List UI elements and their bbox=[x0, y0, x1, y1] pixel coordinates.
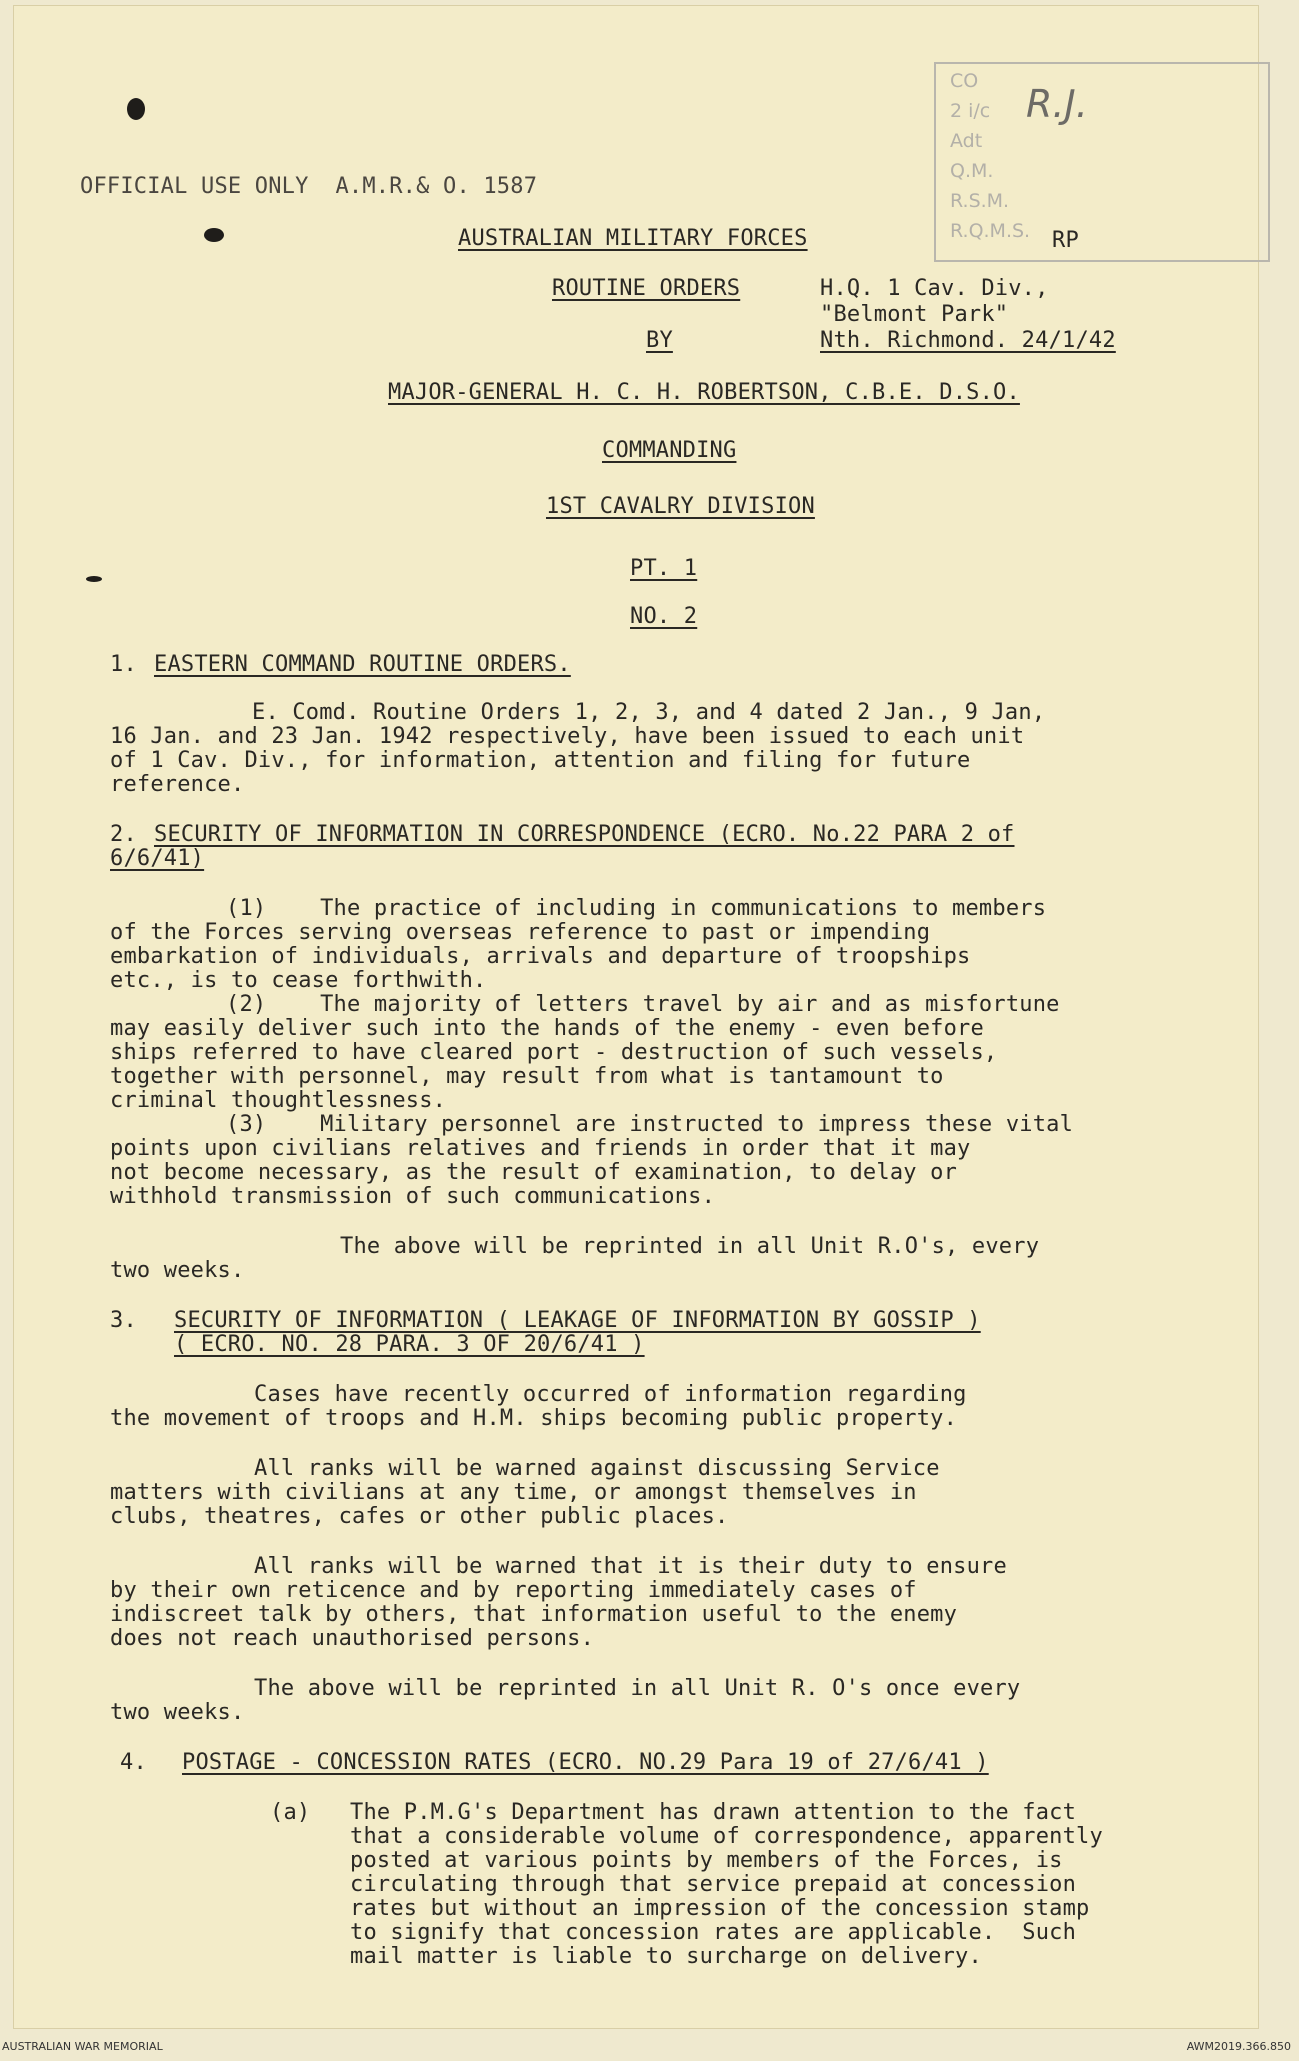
section-3-title-line-1: SECURITY OF INFORMATION ( LEAKAGE OF INFORMATION BY GOSSIP ) bbox=[174, 1308, 981, 1333]
hq-line-3: Nth. Richmond. 24/1/42 bbox=[820, 328, 1116, 353]
section-4-line: rates but without an impression of the concession stamp bbox=[350, 1896, 1090, 1921]
section-2-line: of the Forces serving overseas reference to past or impending bbox=[110, 920, 931, 945]
commanding-heading: COMMANDING bbox=[602, 438, 737, 463]
section-4-item-label: (a) bbox=[270, 1800, 311, 1825]
section-1-line: E. Comd. Routine Orders 1, 2, 3, and 4 dated 2 Jan., 9 Jan, bbox=[252, 700, 1046, 725]
restricted-marking: OFFICIAL USE ONLY A.M.R.& O. 1587 bbox=[80, 174, 538, 199]
section-2-line: points upon civilians relatives and friends in order that it may bbox=[110, 1136, 971, 1161]
section-4-title: POSTAGE - CONCESSION RATES (ECRO. NO.29 Para 19 of 27/6/41 ) bbox=[182, 1750, 989, 1775]
stamp-initials: R.J. bbox=[1026, 82, 1088, 126]
section-4-line: posted at various points by members of the Forces, is bbox=[350, 1848, 1063, 1873]
section-2-line: (2) The majority of letters travel by air and as misfortune bbox=[226, 992, 1060, 1017]
stamp-line: Adt bbox=[950, 130, 983, 152]
division-heading: 1ST CAVALRY DIVISION bbox=[546, 494, 815, 519]
section-3-line: matters with civilians at any time, or amongst themselves in bbox=[110, 1480, 917, 1505]
section-4-line: mail matter is liable to surcharge on delivery. bbox=[350, 1944, 982, 1969]
hq-line-1: H.Q. 1 Cav. Div., bbox=[820, 276, 1049, 301]
section-3-line: All ranks will be warned against discussing Service bbox=[254, 1456, 940, 1481]
section-3-line: does not reach unauthorised persons. bbox=[110, 1626, 595, 1651]
section-3-line: All ranks will be warned that it is their duty to ensure bbox=[254, 1554, 1007, 1579]
section-3-line: the movement of troops and H.M. ships becoming public property. bbox=[110, 1406, 958, 1431]
stamp-line: Q.M. bbox=[950, 160, 994, 182]
section-2-line: (3) Military personnel are instructed to impress these vital bbox=[226, 1112, 1074, 1137]
section-2-line: embarkation of individuals, arrivals and departure of troopships bbox=[110, 944, 971, 969]
section-2-title-line-1: SECURITY OF INFORMATION IN CORRESPONDENCE (ECRO. No.22 PARA 2 of bbox=[154, 822, 1015, 847]
section-2-line: (1) The practice of including in communications to members bbox=[226, 896, 1047, 921]
commander-heading: MAJOR-GENERAL H. C. H. ROBERTSON, C.B.E. D.S.O. bbox=[388, 380, 1020, 405]
ink-blot bbox=[204, 228, 224, 242]
section-2-line: withhold transmission of such communications. bbox=[110, 1184, 716, 1209]
section-1-line: reference. bbox=[110, 772, 245, 797]
section-3-line: two weeks. bbox=[110, 1700, 245, 1725]
ink-blot bbox=[86, 576, 102, 582]
number-heading: NO. 2 bbox=[630, 604, 698, 629]
section-3-line: indiscreet talk by others, that information useful to the enemy bbox=[110, 1602, 958, 1627]
section-2-line: may easily deliver such into the hands of the enemy - even before bbox=[110, 1016, 984, 1041]
section-2-reprint: two weeks. bbox=[110, 1258, 245, 1283]
hq-line-2: "Belmont Park" bbox=[820, 302, 1009, 327]
stamp-line: 2 i/c bbox=[950, 100, 991, 122]
section-3-line: The above will be reprinted in all Unit R. O's once every bbox=[254, 1676, 1021, 1701]
by-heading: BY bbox=[646, 328, 673, 353]
section-4-line: that a considerable volume of correspondence, apparently bbox=[350, 1824, 1103, 1849]
section-2-line: ships referred to have cleared port - destruction of such vessels, bbox=[110, 1040, 998, 1065]
section-3-number: 3. bbox=[110, 1308, 137, 1333]
stamp-line: R.Q.M.S. bbox=[950, 220, 1031, 242]
margin-mark: RP bbox=[1052, 228, 1079, 253]
stamp-line: R.S.M. bbox=[950, 190, 1010, 212]
section-2-line: criminal thoughtlessness. bbox=[110, 1088, 447, 1113]
document-page bbox=[14, 6, 1258, 2028]
section-4-number: 4. bbox=[120, 1750, 147, 1775]
section-4-line: The P.M.G's Department has drawn attention to the fact bbox=[350, 1800, 1077, 1825]
section-1-title: EASTERN COMMAND ROUTINE ORDERS. bbox=[154, 652, 571, 677]
section-3-line: Cases have recently occurred of information regarding bbox=[254, 1382, 967, 1407]
footer-accession-number: AWM2019.366.850 bbox=[1186, 2040, 1291, 2053]
section-2-line: not become necessary, as the result of examination, to delay or bbox=[110, 1160, 958, 1185]
section-3-title-line-2: ( ECRO. NO. 28 PARA. 3 OF 20/6/41 ) bbox=[174, 1332, 645, 1357]
footer-credit: AUSTRALIAN WAR MEMORIAL bbox=[2, 2040, 163, 2053]
part-heading: PT. 1 bbox=[630, 556, 698, 581]
section-2-line: together with personnel, may result from what is tantamount to bbox=[110, 1064, 944, 1089]
section-1-line: of 1 Cav. Div., for information, attention and filing for future bbox=[110, 748, 971, 773]
section-4-line: circulating through that service prepaid at concession bbox=[350, 1872, 1077, 1897]
section-2-title-line-2: 6/6/41) bbox=[110, 846, 205, 871]
stamp-line: CO bbox=[950, 70, 979, 92]
section-1-number: 1. bbox=[110, 652, 137, 677]
section-1-line: 16 Jan. and 23 Jan. 1942 respectively, have been issued to each unit bbox=[110, 724, 1025, 749]
routine-orders-heading: ROUTINE ORDERS bbox=[552, 276, 741, 301]
section-3-line: by their own reticence and by reporting immediately cases of bbox=[110, 1578, 917, 1603]
section-4-line: to signify that concession rates are applicable. Such bbox=[350, 1920, 1077, 1945]
section-2-number: 2. bbox=[110, 822, 137, 847]
forces-heading: AUSTRALIAN MILITARY FORCES bbox=[458, 226, 808, 251]
section-2-reprint: The above will be reprinted in all Unit R.O's, every bbox=[340, 1234, 1040, 1259]
section-3-line: clubs, theatres, cafes or other public places. bbox=[110, 1504, 729, 1529]
routing-stamp bbox=[934, 62, 1270, 262]
ink-blot bbox=[127, 98, 145, 120]
section-2-line: etc., is to cease forthwith. bbox=[110, 968, 487, 993]
